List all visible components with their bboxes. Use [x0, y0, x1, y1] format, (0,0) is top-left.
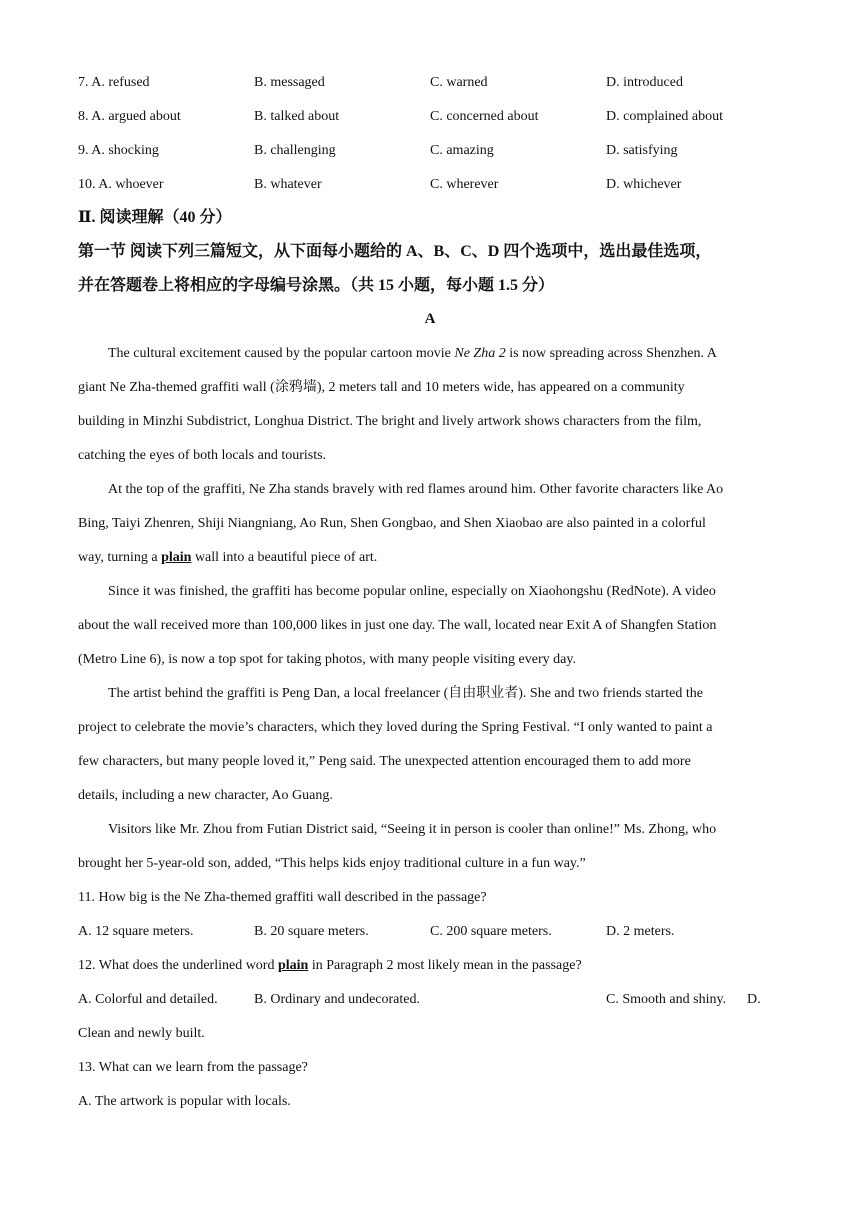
q12-option-d-prefix: D. — [747, 992, 761, 1007]
p1-line-4: catching the eyes of both locals and tourists. — [78, 448, 327, 463]
underlined-word-plain: plain — [161, 550, 192, 565]
p4-line-3: few characters, but many people loved it,” Peng said. The unexpected attention encouraged them to add more — [78, 754, 691, 769]
option-10c: C. wherever — [430, 177, 499, 192]
p4-line-1: The artist behind the graffiti is Peng Dan, a local freelancer (自由职业者). She and two friends started the — [108, 686, 703, 701]
instruction-line-1: 第一节 阅读下列三篇短文，从下面每小题给的 A、B、C、D 四个选项中，选出最佳选项， — [78, 243, 712, 260]
q12-option-a: A. Colorful and detailed. — [78, 992, 218, 1007]
option-10d: D. whichever — [606, 177, 682, 192]
option-7a: 7. A. refused — [78, 75, 150, 90]
p3-line-1: Since it was finished, the graffiti has become popular online, especially on Xiaohongshu (RedNote). A video — [108, 584, 716, 599]
q13-stem: 13. What can we learn from the passage? — [78, 1060, 308, 1075]
option-10a: 10. A. whoever — [78, 177, 164, 192]
q11-stem: 11. How big is the Ne Zha-themed graffiti wall described in the passage? — [78, 890, 487, 905]
option-7c: C. warned — [430, 75, 488, 90]
p1-line-1: The cultural excitement caused by the popular cartoon movie Ne Zha 2 is now spreading across Shenzhen. A — [108, 346, 717, 361]
q11-option-a: A. 12 square meters. — [78, 924, 194, 939]
p1-line-3: building in Minzhi Subdistrict, Longhua District. The bright and lively artwork shows characters from the film, — [78, 414, 702, 429]
q13-option-a: A. The artwork is popular with locals. — [78, 1094, 291, 1109]
p1-line-2: giant Ne Zha-themed graffiti wall (涂鸦墙), 2 meters tall and 10 meters wide, has appeared on a community — [78, 380, 685, 395]
option-9d: D. satisfying — [606, 143, 678, 158]
option-7b: B. messaged — [254, 75, 325, 90]
option-7d: D. introduced — [606, 75, 683, 90]
q12-option-d-cont: Clean and newly built. — [78, 1026, 205, 1041]
p2-line-3: way, turning a plain wall into a beautiful piece of art. — [78, 550, 378, 565]
q11-option-c: C. 200 square meters. — [430, 924, 552, 939]
q12-stem: 12. What does the underlined word plain in Paragraph 2 most likely mean in the passage? — [78, 958, 582, 973]
q12-option-b: B. Ordinary and undecorated. — [254, 992, 420, 1007]
p2-line-1: At the top of the graffiti, Ne Zha stands bravely with red flames around him. Other favorite characters like Ao — [108, 482, 724, 497]
instruction-line-2: 并在答题卷上将相应的字母编号涂黑。（共 15 小题，每小题 1.5 分） — [78, 277, 555, 294]
q11-option-b: B. 20 square meters. — [254, 924, 369, 939]
q12-option-c: C. Smooth and shiny. — [606, 992, 727, 1007]
p3-line-2: about the wall received more than 100,000 likes in just one day. The wall, located near Exit A of Shangfen Station — [78, 618, 717, 633]
q11-option-d: D. 2 meters. — [606, 924, 675, 939]
p4-line-2: project to celebrate the movie’s characters, which they loved during the Spring Festival. “I only wanted to paint a — [78, 720, 713, 735]
p2-line-2: Bing, Taiyi Zhenren, Shiji Niangniang, Ao Run, Shen Gongbao, and Shen Xiaobao are also painted in a colorful — [78, 516, 706, 531]
option-8b: B. talked about — [254, 109, 340, 124]
p4-line-4: details, including a new character, Ao Guang. — [78, 788, 333, 803]
option-9c: C. amazing — [430, 143, 494, 158]
option-8d: D. complained about — [606, 109, 724, 124]
p5-line-1: Visitors like Mr. Zhou from Futian District said, “Seeing it in person is cooler than online!” Ms. Zhong, who — [108, 822, 717, 837]
option-8c: C. concerned about — [430, 109, 539, 124]
p3-line-3: (Metro Line 6), is now a top spot for taking photos, with many people visiting every day. — [78, 652, 576, 667]
q12-underlined-word: plain — [277, 958, 309, 973]
option-8a: 8. A. argued about — [78, 109, 181, 124]
option-9a: 9. A. shocking — [78, 143, 159, 158]
p5-line-2: brought her 5-year-old son, added, “This helps kids enjoy traditional culture in a fun way.” — [78, 856, 586, 871]
passage-label: A — [424, 311, 436, 327]
section-title: Ⅱ. 阅读理解（40 分） — [78, 209, 232, 226]
option-10b: B. whatever — [254, 177, 322, 192]
option-9b: B. challenging — [254, 143, 336, 158]
